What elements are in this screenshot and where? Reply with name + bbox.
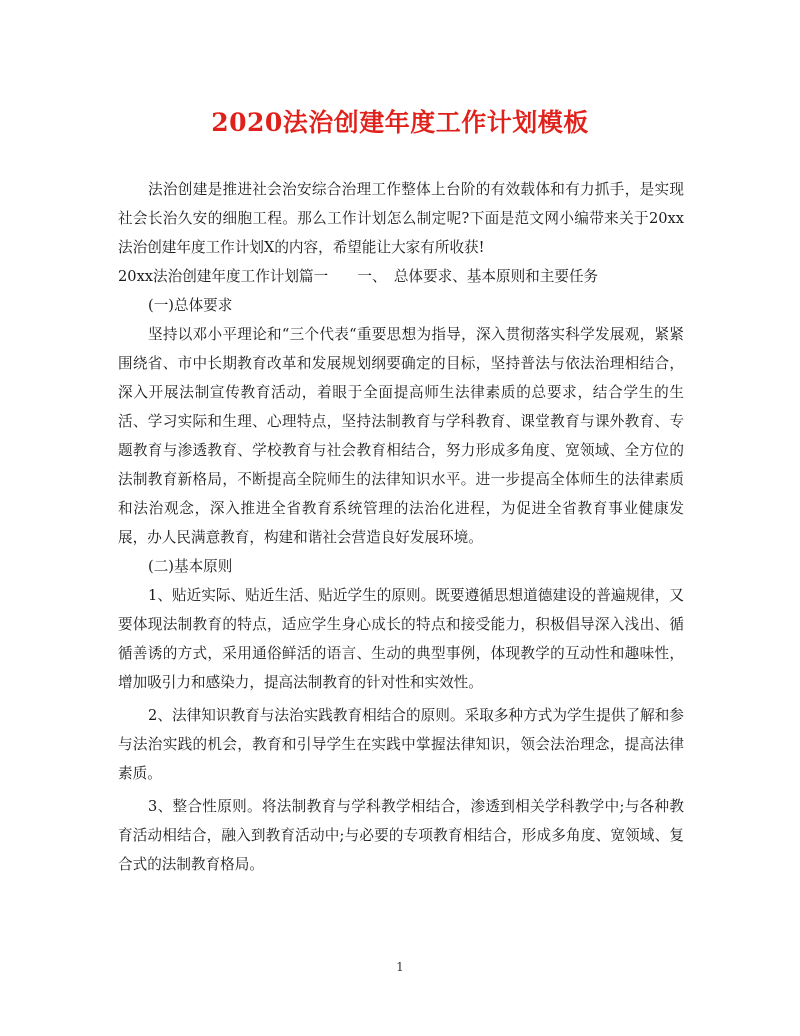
subsection-heading-basic-principles: (二)基本原则 — [148, 558, 233, 575]
general-requirements-paragraph: 坚持以邓小平理论和“三个代表“重要思想为指导，深入贯彻落实科学发展观，紧紧围绕省、市中长期教育改革和发展规划纲要确定的目标，坚持普法与依法治理相结合，深入开展法制宣传教育活动，着眼于全面提高师生法律素质的总要求，结合学生的生活、学习实际和生理、心理特点，坚持法制教育与学科教育、课堂教育与课外教育、专题教育与渗透教育、学校教育与社会教育相结合，努力形成多角度、宽领域、全方位的法制教育新格局，不断提高全院师生的法律知识水平。进一步提高全体师生的法律素质和法治观念，深入推进全省教育系统管理的法治化进程，为促进全省教育事业健康发展，办人民满意教育，构建和谐社会营造良好发展环境。 — [118, 326, 684, 546]
principle-3-paragraph: 3、整合性原则。将法制教育与学科教学相结合，渗透到相关学科教学中;与各种教育活动相结合，融入到教育活动中;与必要的专项教育相结合，形成多角度、宽领域、复合式的法制教育格局。 — [118, 798, 684, 873]
document-body — [118, 175, 684, 879]
subsection-heading-general-requirements: (一)总体要求 — [148, 297, 233, 314]
principle-1-paragraph: 1、贴近实际、贴近生活、贴近学生的原则。既要遵循思想道德建设的普遍规律，又要体现法制教育的特点，适应学生身心成长的特点和接受能力，积极倡导深入浅出、循循善诱的方式，采用通俗鲜活的语言、生动的典型事例，体现教学的互动性和趣味性，增加吸引力和感染力，提高法制教育的针对性和实效性。 — [118, 587, 684, 691]
document-title: 2020法治创建年度工作计划模板 — [211, 108, 589, 137]
principle-2-paragraph: 2、法律知识教育与法治实践教育相结合的原则。采取多种方式为学生提供了解和参与法治实践的机会，教育和引导学生在实践中掌握法律知识，领会法治理念，提高法律素质。 — [118, 707, 684, 782]
section-heading: 20xx法治创建年度工作计划篇一 一、 总体要求、基本原则和主要任务 — [118, 268, 599, 285]
intro-paragraph: 法治创建是推进社会治安综合治理工作整体上台阶的有效载体和有力抓手，是实现社会长治久安的细胞工程。那么工作计划怎么制定呢?下面是范文网小编带来关于20xx法治创建年度工作计划X的内容，希望能让大家有所收获! — [118, 181, 684, 256]
page-number: 1 — [396, 960, 404, 974]
